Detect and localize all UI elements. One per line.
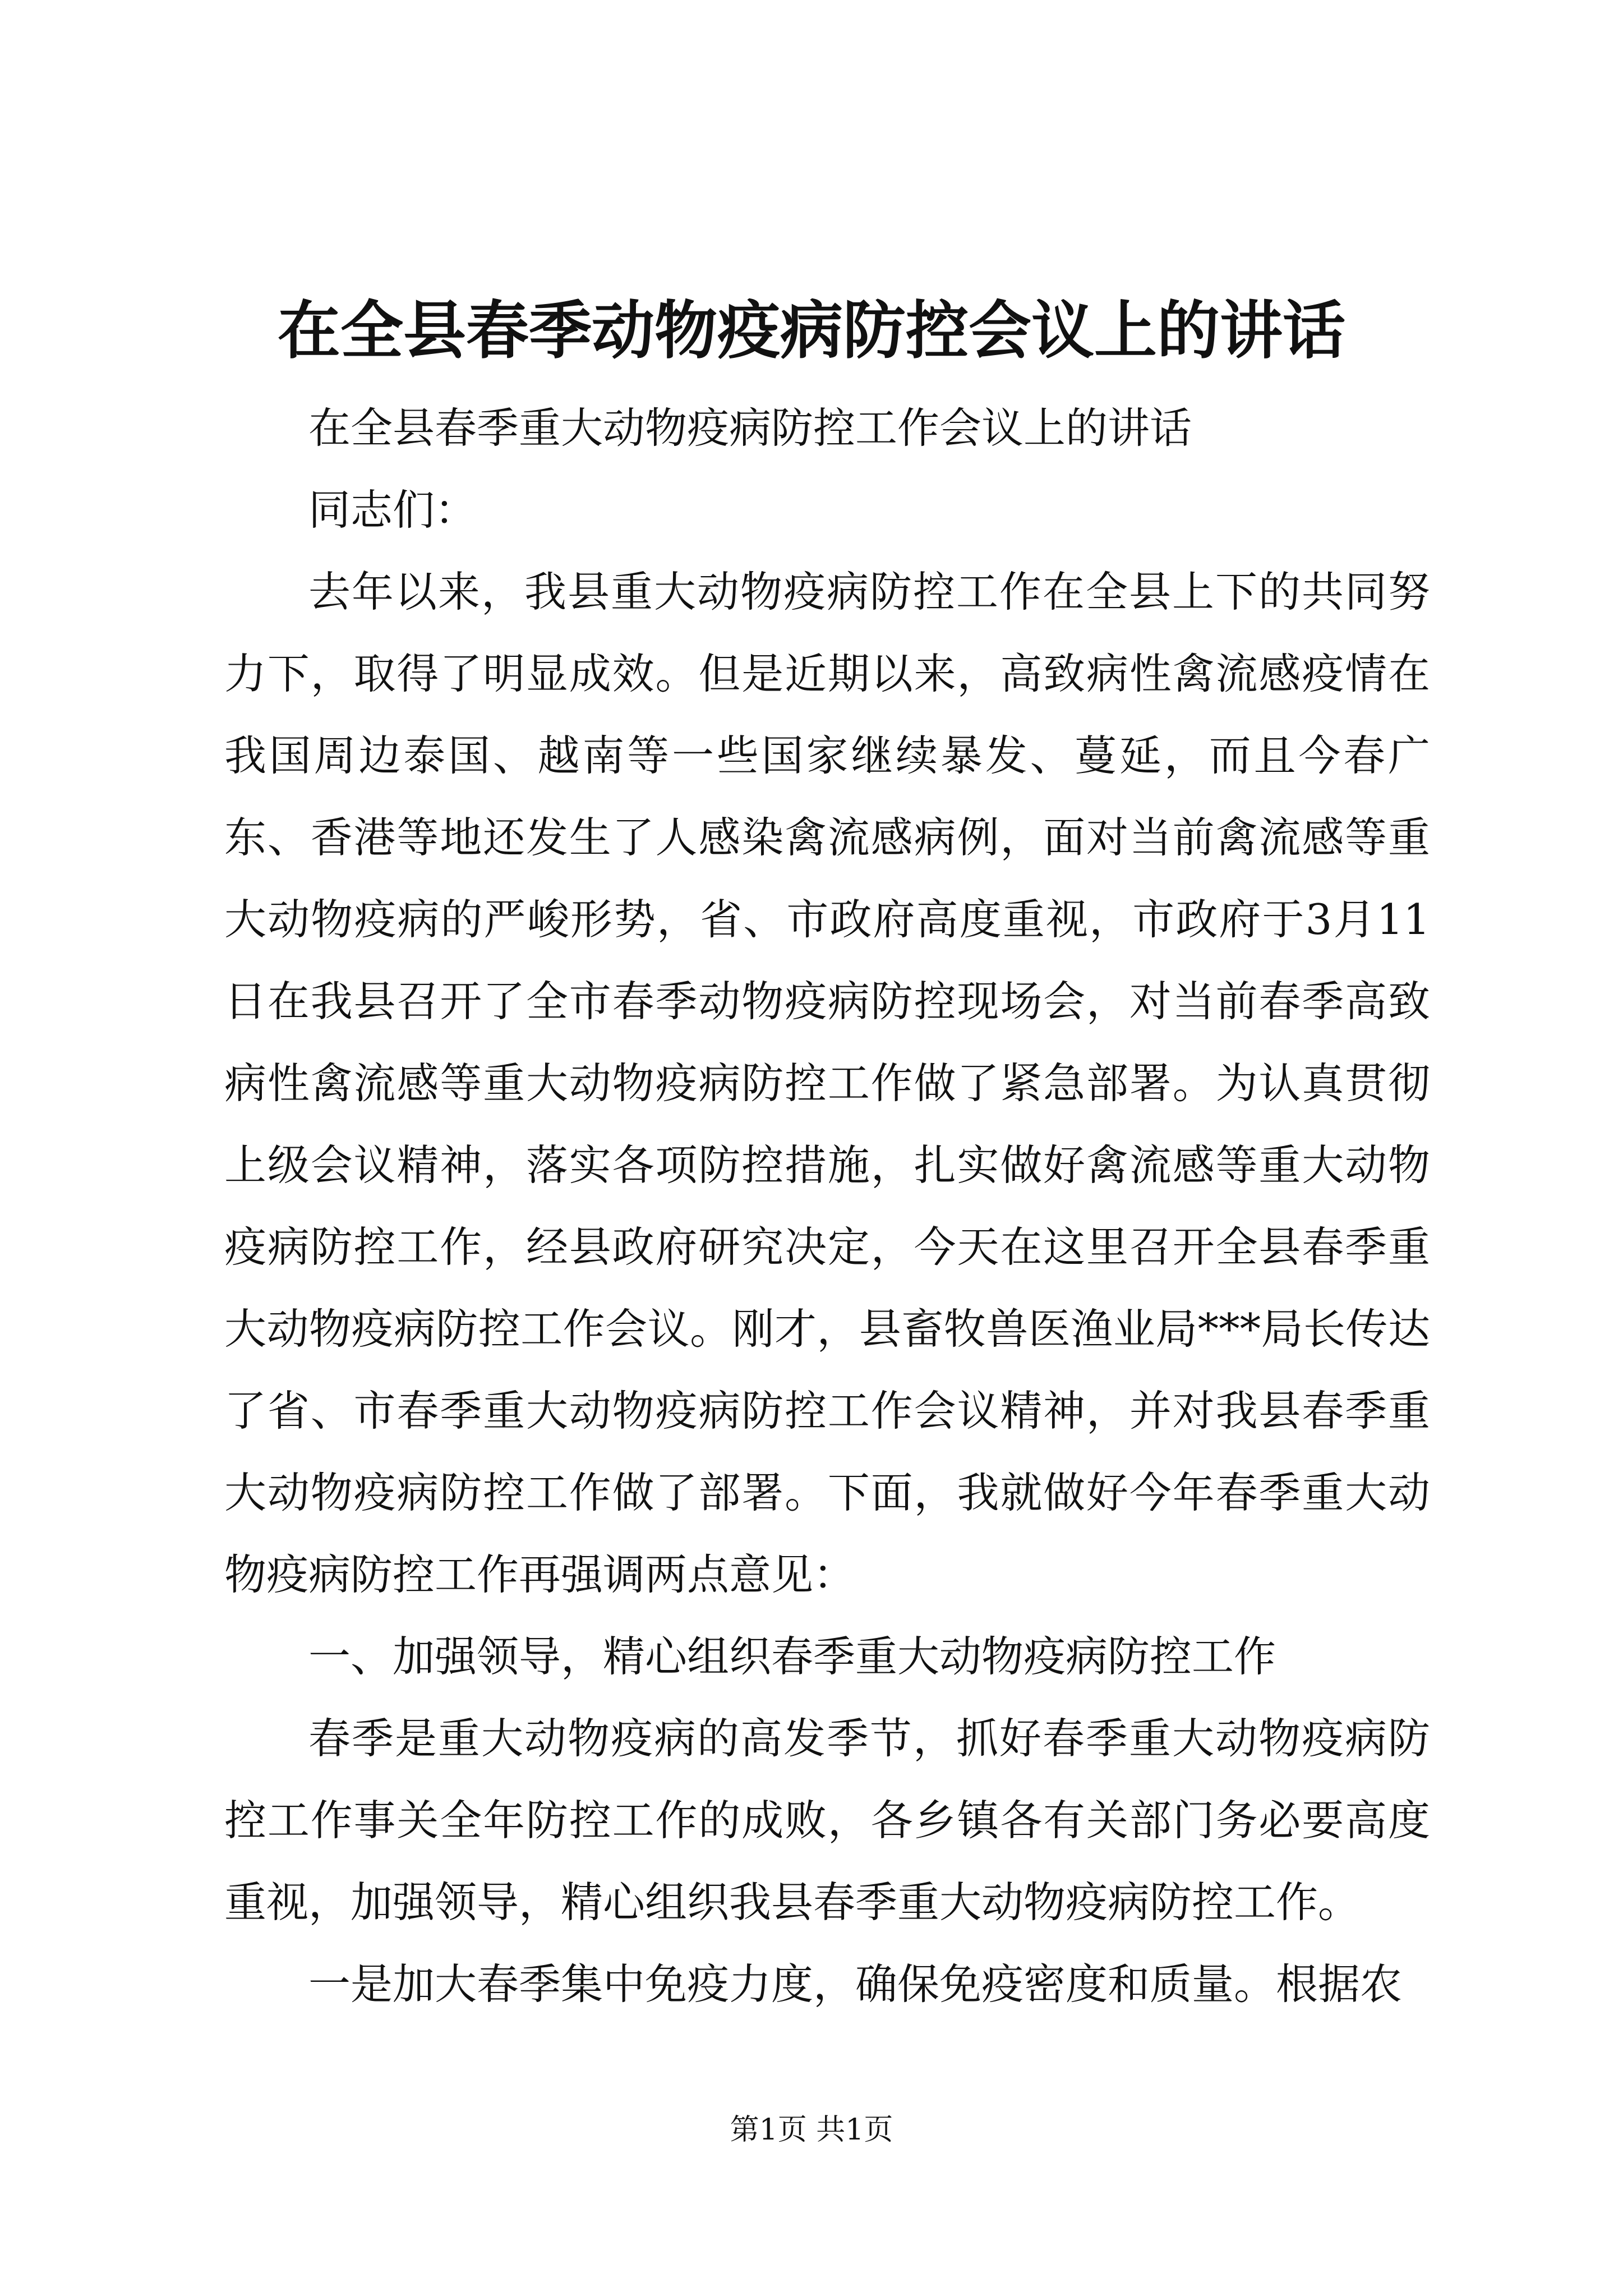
page-number-footer: 第1页 共1页 — [730, 2113, 893, 2147]
intro-paragraph: 去年以来，我县重大动物疫病防控工作在全县上下的共同努力下，取得了明显成效。但是近期以来，高致病性禽流感疫情在我国周边泰国、越南等一些国家继续暴发、蔓延，而且今春广东、香港等地还发生了人感染禽流感病例，面对当前禽流感等重大动物疫病的严峻形势，省、市政府高度重视，市政府于3月11日在我县召开了全市春季动物疫病防控现场会，对当前春季高致病性禽流感等重大动物疫病防控工作做了紧急部署。为认真贯彻上级会议精神，落实各项防控措施，扎实做好禽流感等重大动物疫病防控工作，经县政府研究决定，今天在这里召开全县春季重大动物疫病防控工作会议。刚才，县畜牧兽医渔业局***局长传达了省、市春季重大动物疫病防控工作会议精神，并对我县春季重大动物疫病防控工作做了部署。下面，我就做好今年春季重大动物疫病防控工作再强调两点意见： — [224, 567, 1430, 1599]
point-paragraph-1: 一是加大春季集中免疫力度，确保免疫密度和质量。根据农 — [308, 1959, 1403, 2009]
document-body — [224, 387, 1430, 2025]
section-heading-1: 一、加强领导，精心组织春季重大动物疫病防控工作 — [308, 1632, 1276, 1681]
salutation-paragraph: 同志们： — [308, 485, 477, 535]
subtitle-paragraph: 在全县春季重大动物疫病防控工作会议上的讲话 — [308, 403, 1192, 453]
section-paragraph-1: 春季是重大动物疫病的高发季节，抓好春季重大动物疫病防控工作事关全年防控工作的成败，各乡镇各有关部门务必要高度重视，加强领导，精心组织我县春季重大动物疫病防控工作。 — [224, 1714, 1430, 1927]
document-title: 在全县春季动物疫病防控会议上的讲话 — [278, 294, 1345, 367]
